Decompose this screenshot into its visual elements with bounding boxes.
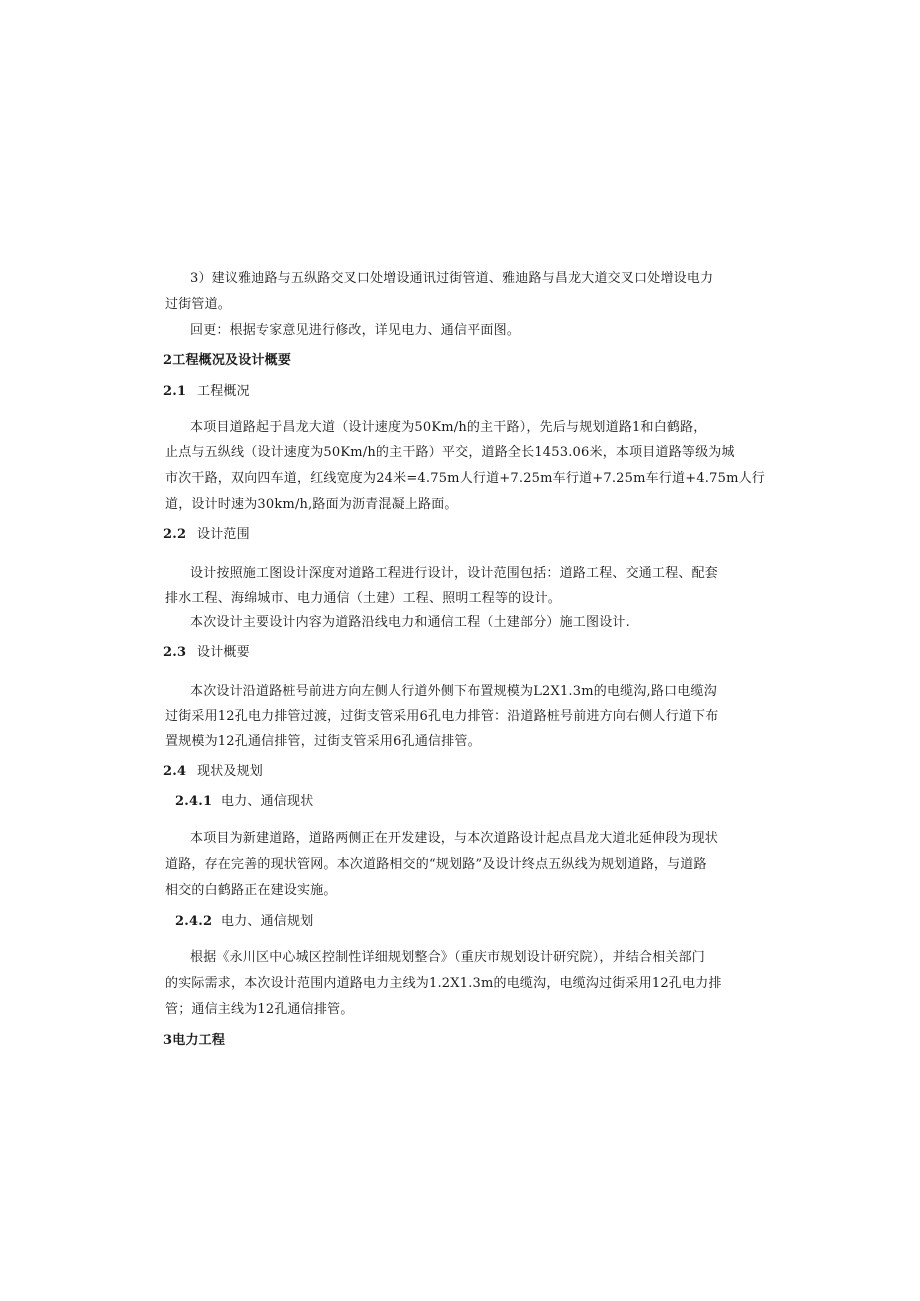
section-2-heading: [163, 352, 291, 370]
section-3-title: 电力工程: [172, 1033, 226, 1048]
section-2-2-title: 设计范围: [197, 527, 250, 542]
reply-paragraph: 回更：根据专家意见进行修改，详见电力、通信平面图。: [190, 323, 521, 338]
section-2-number: 2: [163, 353, 173, 368]
section-2-2-number: 2.2: [163, 527, 187, 542]
section-2-3-number: 2.3: [163, 645, 187, 660]
section-2-3-heading: [163, 644, 250, 662]
section-2-4-2-title: 电力、通信规划: [221, 914, 314, 929]
section-2-4-2-heading: [175, 913, 313, 931]
section-2-4-2-p1-line3: 管；通信主线为12孔通信排管。: [165, 1002, 354, 1017]
section-2-4-1-heading: [175, 793, 313, 811]
item3-line2: 过街管道。: [165, 297, 232, 312]
section-2-1-number: 2.1: [163, 384, 187, 399]
section-2-4-1-number: 2.4.1: [175, 794, 213, 809]
section-2-1-p1-line2: 止点与五纵线（设计速度为50Km/h的主干路）平交，道路全长1453.06米，本项目道路等级为城: [165, 445, 735, 460]
section-2-4-1-title: 电力、通信现状: [221, 794, 314, 809]
section-2-4-number: 2.4: [163, 764, 187, 779]
section-2-4-2-p1-line1: 根据《永川区中心城区控制性详细规划整合》（重庆市规划设计研究院），并结合相关部门: [190, 950, 706, 965]
section-2-4-title: 现状及规划: [197, 764, 264, 779]
section-2-3-p1-line2: 过街采用12孔电力排管过渡，过街支管采用6孔电力排管：沿道路桩号前进方向右侧人行道下布: [165, 709, 719, 724]
item3-line1: 3）建议雅迪路与五纵路交叉口处增设通讯过街管道、雅迪路与昌龙大道交叉口处增设电力: [190, 271, 714, 286]
section-2-2-p1-line1: 设计按照施工图设计深度对道路工程进行设计，设计范围包括：道路工程、交通工程、配套: [190, 566, 719, 581]
section-3-heading: [163, 1032, 225, 1050]
section-2-3-title: 设计概要: [197, 645, 250, 660]
section-2-1-title: 工程概况: [197, 384, 250, 399]
section-2-4-2-p1-line2: 的实际需求，本次设计范围内道路电力主线为1.2X1.3m的电缆沟，电缆沟过街采用12孔电力排: [165, 976, 722, 991]
section-2-4-1-p1-line1: 本项目为新建道路，道路两侧正在开发建设，与本次道路设计起点昌龙大道北延伸段为现状: [190, 831, 719, 846]
section-2-3-p1-line1: 本次设计沿道路桩号前进方向左侧人行道外侧下布置规模为L2X1.3m的电缆沟,路口电缆沟: [190, 684, 717, 699]
section-2-2-p2: 本次设计主要设计内容为道路沿线电力和通信工程（土建部分）施工图设计.: [190, 615, 630, 630]
section-2-2-heading: [163, 526, 250, 544]
section-2-1-p1-line4: 道，设计时速为30km/h,路面为沥青混凝上路面。: [165, 497, 458, 512]
section-2-4-heading: [163, 763, 263, 781]
section-2-4-1-p1-line3: 相交的白鹤路正在建设实施。: [165, 883, 337, 898]
section-2-3-p1-line3: 置规模为12孔通信排管，过街支管采用6孔通信排管。: [165, 734, 481, 749]
section-2-4-1-p1-line2: 道路，存在完善的现状管网。本次道路相交的“规划路”及设计终点五纵线为规划道路，与道路: [165, 857, 707, 872]
section-2-2-p1-line2: 排水工程、海绵城市、电力通信（土建）工程、照明工程等的设计。: [165, 591, 562, 606]
section-2-1-p1-line3: 市次干路，双向四车道，红线宽度为24米=4.75m人行道+7.25m车行道+7.25m车行道+4.75m人行: [165, 471, 766, 486]
section-3-number: 3: [163, 1033, 173, 1048]
section-2-4-2-number: 2.4.2: [175, 914, 213, 929]
section-2-1-p1-line1: 本项目道路起于昌龙大道（设计速度为50Km/h的主干路），先后与规划道路1和白鹤路，: [190, 420, 707, 435]
section-2-title: 工程概况及设计概要: [172, 353, 292, 368]
section-2-1-heading: [163, 383, 250, 401]
